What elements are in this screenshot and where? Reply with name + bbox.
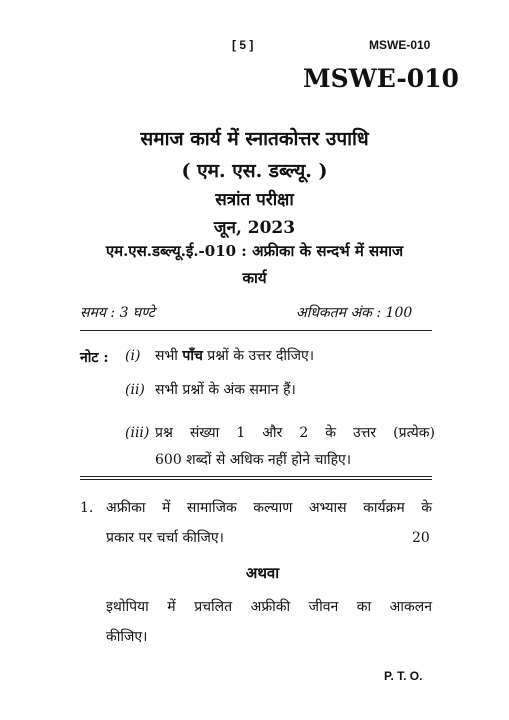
- degree-title: समाज कार्य में स्नातकोत्तर उपाधि: [140, 128, 369, 150]
- course-code: MSWE-010: [303, 64, 459, 93]
- divider-top: [80, 330, 432, 331]
- note-item-2-num: (ii): [125, 382, 145, 398]
- question-1-marks: 20: [412, 530, 430, 546]
- or-separator: अथवा: [245, 564, 280, 582]
- paper-title-line2: कार्य: [242, 269, 267, 287]
- time-allowed: समय : 3 घण्टे: [80, 305, 155, 321]
- note-item-1-num: (i): [125, 348, 141, 364]
- note-item-3-num: (iii): [125, 425, 150, 441]
- pto-label: P. T. O.: [384, 669, 423, 683]
- degree-abbrev: ( एम. एस. डब्ल्यू. ): [181, 160, 328, 182]
- divider-double-1: [80, 476, 432, 477]
- exam-title: सत्रांत परीक्षा: [215, 190, 294, 210]
- page-number: [ 5 ]: [232, 38, 254, 52]
- max-marks: अधिकतम अंक : 100: [296, 305, 413, 321]
- question-1-alt-line2: कीजिए।: [106, 629, 148, 645]
- question-1-line2: प्रकार पर चर्चा कीजिए।: [106, 530, 224, 546]
- divider-double-2: [80, 479, 432, 480]
- paper-title-line1: एम.एस.डब्ल्यू.ई.-010 : अफ्रीका के सन्दर्भ में समाज: [105, 242, 404, 260]
- note-label: नोट :: [80, 350, 109, 366]
- question-1-alt-line1: इथोपिया में प्रचलित अफ्रीकी जीवन का आकलन: [106, 599, 432, 615]
- exam-session: जून, 2023: [213, 218, 296, 238]
- note-item-3-line1: प्रश्न संख्या 1 और 2 के उत्तर (प्रत्येक): [155, 425, 435, 441]
- question-1-line1: अफ्रीका में सामाजिक कल्याण अभ्यास कार्यक्रम के: [106, 500, 432, 516]
- note-item-3-line2: 600 शब्दों से अधिक नहीं होने चाहिए।: [155, 452, 352, 468]
- question-1-number: 1.: [80, 500, 94, 516]
- note-item-2: सभी प्रश्नों के अंक समान हैं।: [155, 382, 296, 398]
- note-item-1: सभी पाँच प्रश्नों के उत्तर दीजिए।: [155, 348, 315, 364]
- header-code: MSWE-010: [369, 38, 431, 52]
